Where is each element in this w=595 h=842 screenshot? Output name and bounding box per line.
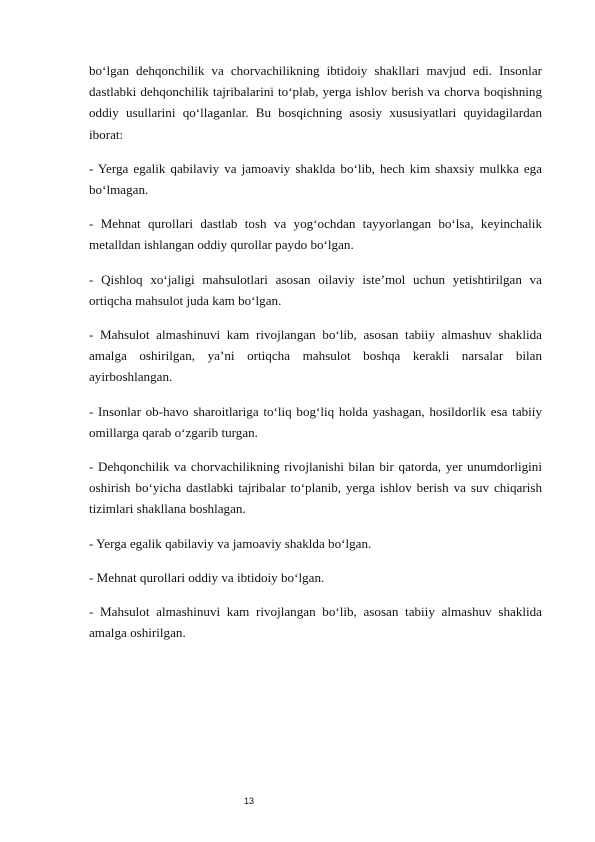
list-item-product-exchange: - Mahsulot almashinuvi kam rivojlangan bo‘lib, asosan tabiiy almashuv shaklida amalga oshirilgan, ya’ni ortiqcha mahsulot boshqa kerakli narsalar bilan ayirboshlangan.: [89, 327, 542, 385]
list-item-product-exchange-summary: - Mahsulot almashinuvi kam rivojlangan bo‘lib, asosan tabiiy almashuv shaklida amalga oshirilgan.: [89, 604, 542, 641]
list-item-soil-fertility: - Dehqonchilik va chorvachilikning rivojlanishi bilan bir qatorda, yer unumdorligini oshirish bo‘yicha dastlabki tajribalar to‘planib, yerga ishlov berish va suv chiqarish tizimlari shakllana boshlagan.: [89, 459, 542, 517]
list-item-land-ownership: - Yerga egalik qabilaviy va jamoaviy shaklda bo‘lib, hech kim shaxsiy mulkka ega bo‘lmagan.: [89, 160, 542, 198]
list-item-land-ownership-summary: - Yerga egalik qabilaviy va jamoaviy shaklda bo‘lgan.: [89, 535, 372, 551]
document-body: [89, 60, 542, 656]
list-item-agricultural-products: - Qishloq xo‘jaligi mahsulotlari asosan oilaviy iste’mol uchun yetishtirilgan va ortiqcha mahsulot juda kam bo‘lgan.: [89, 271, 542, 308]
list-item-weather-dependence: - Insonlar ob-havo sharoitlariga to‘liq bog‘liq holda yashagan, hosildorlik esa tabiiy omillarga qarab o‘zgarib turgan.: [89, 403, 542, 440]
list-item-labor-tools-summary: - Mehnat qurollari oddiy va ibtidoiy bo‘lgan.: [89, 569, 325, 585]
page-number: 13: [244, 796, 255, 806]
paragraph-intro: bo‘lgan dehqonchilik va chorvachilikning ibtidoiy shakllari mavjud edi. Insonlar dastlabki dehqonchilik tajribalarini to‘plab, yerga ishlov berish va chorva boqishning oddiy usullarini qo‘llaganlar. Bu bosqichning asosiy xususiyatlari quyidagilardan iborat:: [89, 63, 542, 142]
list-item-labor-tools: - Mehnat qurollari dastlab tosh va yog‘ochdan tayyorlangan bo‘lsa, keyinchalik metalldan ishlangan oddiy qurollar paydo bo‘lgan.: [89, 216, 542, 253]
